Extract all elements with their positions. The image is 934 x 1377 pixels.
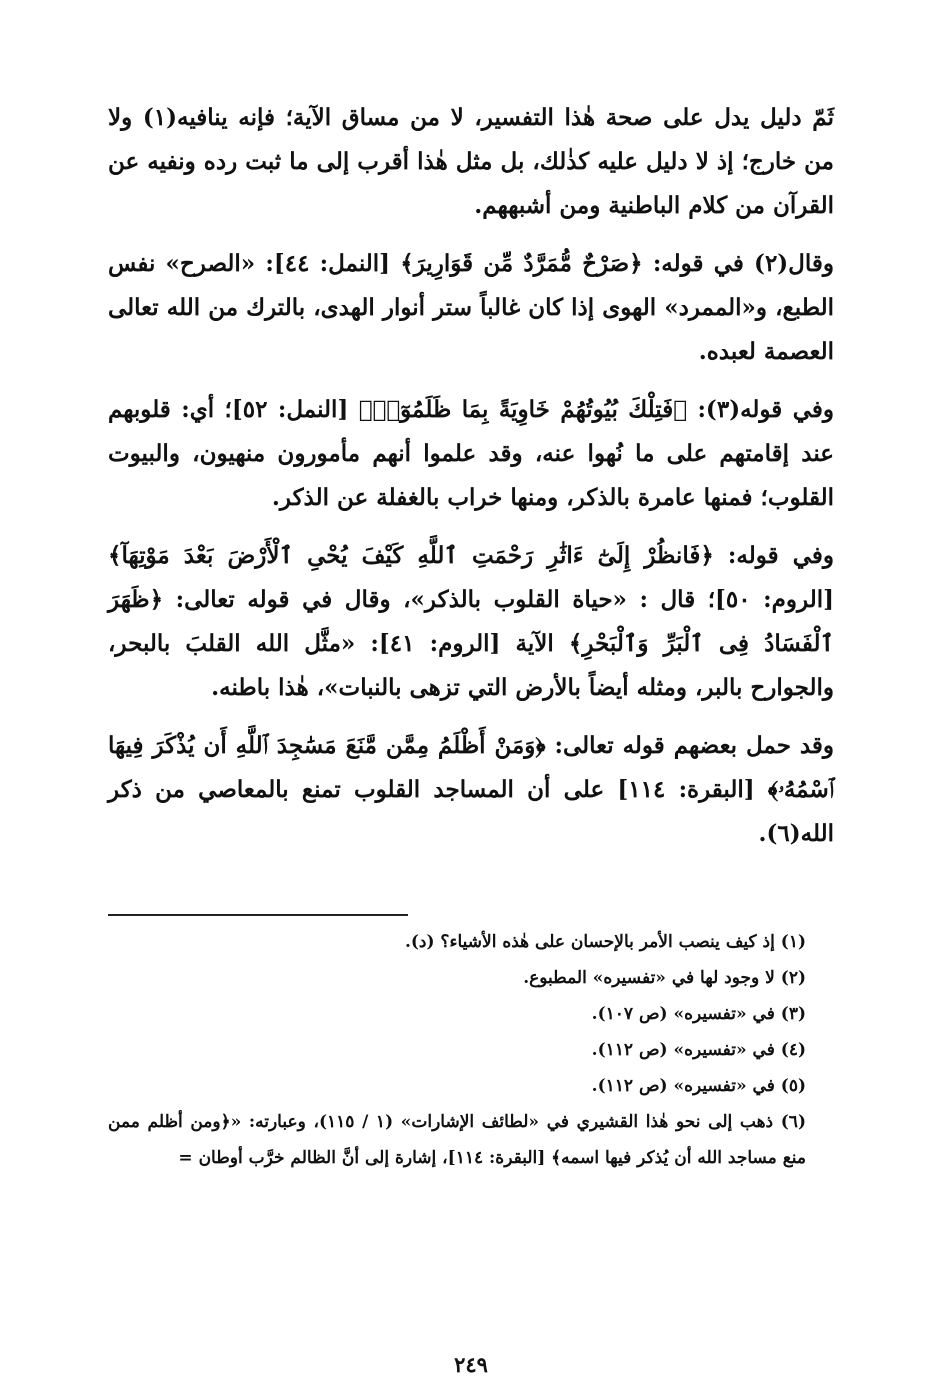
footnote-3: (٣) في «تفسيره» (ص ١٠٧). — [591, 1004, 806, 1024]
paragraph-1: ثَمّ دليل يدل على صحة هٰذا التفسير، لا من مساق الآية؛ فإنه ينافيه(١) ولا من خارج؛ إذ لا دليل عليه كذٰلك، بل مثل هٰذا أقرب إلى ما ثبت رده ونفيه عن القرآن من كلام الباطنية ومن أشبههم. — [108, 104, 834, 219]
paragraph-2: وقال(٢) في قوله: ﴿صَرْحٌ مُّمَرَّدٌ مِّن قَوَارِيرَ﴾ [النمل: ٤٤]: «الصرح» نفس الطبع، و«الممرد» الهوى إذا كان غالباً ستر أنوار الهدى، بالترك من الله تعالى العصمة لعبده. — [108, 250, 834, 365]
footnote-6: (٦) ذهب إلى نحو هٰذا القشيري في «لطائف الإشارات» (١ / ١١٥)، وعبارته: «﴿ومن أظلم ممن منع مساجد الله أن يُذكر فيها اسمه﴾ [البقرة: ١١٤]، إشارة إلى أنَّ الظالم خرَّب أوطان = — [108, 1112, 806, 1168]
footnote-2: (٢) لا وجود لها في «تفسيره» المطبوع. — [523, 968, 806, 988]
book-page — [108, 96, 834, 1377]
footnote-4: (٤) في «تفسيره» (ص ١١٢). — [591, 1040, 806, 1060]
page-number: ٢٤٩ — [454, 1352, 488, 1377]
footnote-1: (١) إذ كيف ينصب الأمر بالإحسان على هٰذه الأشياء؟ (د). — [404, 932, 806, 952]
paragraph-5: وقد حمل بعضهم قوله تعالى: ﴿وَمَنْ أَظْلَمُ مِمَّن مَّنَعَ مَسَٰجِدَ ٱللَّهِ أَن يُذْكَرَ فِيهَا ٱسْمُهُۥ﴾ [البقرة: ١١٤] على أن المساجد القلوب تمنع بالمعاصي من ذكر الله(٦). — [108, 732, 834, 847]
footnote-divider — [108, 914, 408, 916]
footnote-5: (٥) في «تفسيره» (ص ١١٢). — [591, 1076, 806, 1096]
footnotes — [108, 924, 834, 1176]
paragraph-3: وفي قوله(٣): ﴿فَتِلْكَ بُيُوتُهُمْ خَاوِيَةً بِمَا ظَلَمُوٓا۟﴾ [النمل: ٥٢]؛ أي: قلوبهم عند إقامتهم على ما نُهوا عنه، وقد علموا أنهم مأمورون منهيون، والبيوت القلوب؛ فمنها عامرة بالذكر، ومنها خراب بالغفلة عن الذكر. — [108, 396, 834, 511]
paragraph-4: وفي قوله: ﴿فَانظُرْ إِلَىٰٓ ءَاثَٰرِ رَحْمَتِ ٱللَّهِ كَيْفَ يُحْىِ ٱلْأَرْضَ بَعْدَ مَوْتِهَآ﴾ [الروم: ٥٠]؛ قال : «حياة القلوب بالذكر»، وقال في قوله تعالى: ﴿ظَهَرَ ٱلْفَسَادُ فِى ٱلْبَرِّ وَٱلْبَحْرِ﴾ الآية [الروم: ٤١]: «مثَّل الله القلبَ بالبحر، والجوارح بالبر، ومثله أيضاً بالأرض التي تزهى بالنبات»، هٰذا باطنه. — [108, 542, 834, 701]
